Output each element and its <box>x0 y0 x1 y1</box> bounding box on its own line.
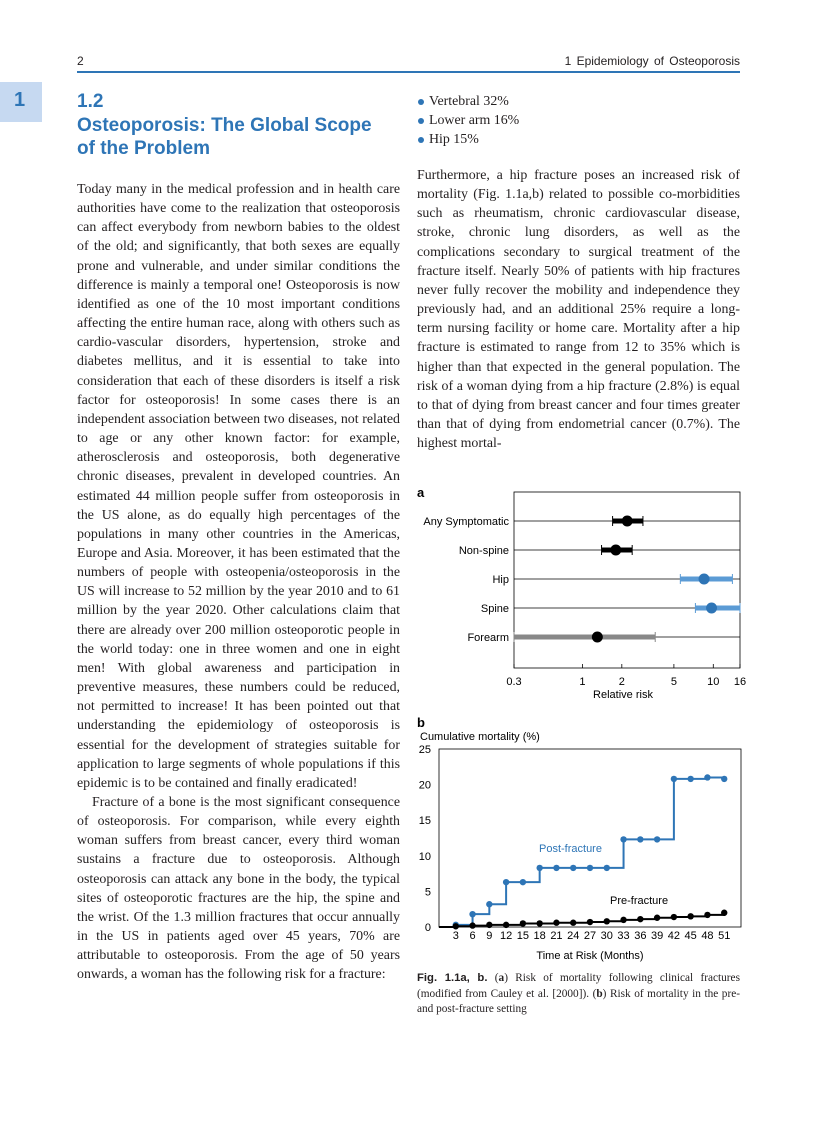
x-tick-label-a: 0.3 <box>506 676 522 688</box>
point-estimate <box>622 516 633 527</box>
data-point <box>469 922 475 928</box>
y-tick-label-b: 15 <box>418 815 431 828</box>
data-point <box>503 922 509 928</box>
ci-bar <box>514 635 655 640</box>
x-tick-label-b: 42 <box>667 930 681 942</box>
y-tick-label-b: 0 <box>424 922 431 934</box>
point-estimate <box>699 574 710 585</box>
data-point <box>587 919 593 925</box>
data-point <box>721 910 727 916</box>
data-point <box>654 836 660 842</box>
header-rule <box>77 71 740 73</box>
data-point <box>536 865 542 871</box>
caption-b-text: Risk of mortality in the pre- and post-fracture setting <box>417 987 740 1016</box>
series-label: Pre-fracture <box>610 895 669 907</box>
caption-a-label: a <box>498 972 505 984</box>
x-tick-label-b: 27 <box>583 930 597 942</box>
category-label: Any Symptomatic <box>423 516 509 528</box>
y-tick-label-b: 10 <box>418 850 431 863</box>
x-tick-label-b: 36 <box>634 930 647 942</box>
chapter-tab <box>0 82 42 122</box>
running-title: 1 Epidemiology of Osteoporosis <box>564 54 740 68</box>
data-point <box>503 879 509 885</box>
x-axis-label-a: Relative risk <box>593 689 653 701</box>
x-tick-label-a: 1 <box>579 676 586 688</box>
data-point <box>721 776 727 782</box>
section-number: 1.2 <box>77 91 104 112</box>
caption-label: Fig. 1.1a, b. <box>417 972 488 984</box>
right-column-paragraph: Furthermore, a hip fracture poses an increased risk of mortality (Fig. 1.1a,b) related to possible co-morbidities such as rheumatism, chronic cardiovascular disease, stroke, chronic lung disorders, as well as the complications secondary to surgical treatment of the fracture itself. Nearly 50% of patients with hip fractures never fully recover the mobility and independence they previously had, and an additional 25% require a long-term nursing facility or home care. Mortality after a hip fracture is estimated to range from 12 to 35% which is higher than that expected in the general population. The risk of a woman dying from a hip fracture (2.8%) is equal to that of dying from breast cancer and four times greater than that of dying from endometrial cancer (0.7%). The highest mortal- <box>417 168 740 452</box>
data-point <box>687 776 693 782</box>
x-tick-label-b: 24 <box>567 930 580 942</box>
point-estimate <box>706 603 717 614</box>
list-item: Lower arm 16% <box>417 111 519 130</box>
data-point <box>620 917 626 923</box>
data-point <box>654 915 660 921</box>
category-label: Forearm <box>467 632 509 644</box>
chapter-tab-number: 1 <box>14 89 26 111</box>
paragraph-2: Fracture of a bone is the most significant consequence of osteoporosis. For comparison, while every eighth woman suffers from breast cancer, every third woman sustains a fracture due to osteoporosis. Although osteoporosis can attack any bone in the body, the typical sites of osteoporotic fractures are the hip, the spine and the wrist. Of the 1.3 million fractures that occur annually in the US in patients aged over 45 years, 70% are attributable to osteoporosis. From the age of 50 years onwards, a woman has the following risk for a fracture: <box>77 795 400 983</box>
x-tick-label-b: 30 <box>600 930 613 942</box>
ci-bar <box>695 606 740 611</box>
paragraph-1: Today many in the medical profession and in health care authorities have come to the realization that osteoporosis can affect everybody from newborn babies to the oldest of the old; and significantly, that both sexes are equally prone and vulnerable, and under similar conditions the difference is mainly a temporal one! Osteoporosis is now identified as one of the 10 most important conditions affecting the entire human race, along with others such as cardio-vascular disorders, hypertension, stroke and diabetes mellitus, and it is essential to take into consideration that each of these disorders is itself a risk factor for osteoporosis! In some cases there is an independent association between two diseases, not related to age or any other known factor: for example, atherosclerosis and osteoporosis, both degenerative chronic diseases, prevalent in developed countries. An estimated 44 million people suffer from osteoporosis in the US alone, as do equally high percentages of the populations in many other countries in the Americas, Europe and Asia. Moreover, it has been estimated that the numbers of people with osteopenia/osteoporosis in the US will increase to 52 million by the year 2010 and to 61 million by the year 2020. Other calculations claim that there are already over 200 million osteoporotic people in the world today: one in three women and one in eight men! With global awareness and participation in preventive measures, these numbers could be reduced, not permitted to increase! It has been pointed out that understanding the epidemiology of osteoporosis is essential for the development of strategies suitable for application to large segments of whole populations if this epidemic is to be contained and finally eradicated! <box>77 182 400 791</box>
category-label: Non-spine <box>458 545 509 557</box>
panel-label-b: b <box>417 715 425 730</box>
category-label: Hip <box>492 574 509 586</box>
left-column-text <box>77 180 400 985</box>
data-point <box>486 901 492 907</box>
y-tick-label-b: 25 <box>418 744 431 756</box>
data-point <box>704 912 710 918</box>
data-point <box>637 916 643 922</box>
data-point <box>520 879 526 885</box>
data-point <box>486 922 492 928</box>
y-tick-label-b: 5 <box>424 886 431 899</box>
point-estimate <box>610 545 621 556</box>
x-tick-label-a: 16 <box>733 676 747 688</box>
data-point <box>453 923 459 929</box>
x-tick-label-b: 6 <box>469 930 476 942</box>
figure-panel-a <box>410 482 750 702</box>
fracture-risk-list <box>417 92 519 150</box>
x-tick-label-b: 33 <box>617 930 630 942</box>
list-item: Hip 15% <box>417 130 519 149</box>
x-tick-label-b: 12 <box>499 930 513 942</box>
x-tick-label-b: 9 <box>486 930 493 942</box>
data-point <box>671 914 677 920</box>
x-tick-label-b: 51 <box>718 930 731 942</box>
figure-panel-b <box>410 712 750 967</box>
section-title-line-1: Osteoporosis: The Global Scope <box>77 115 372 136</box>
data-point <box>570 920 576 926</box>
x-tick-label-b: 3 <box>452 930 459 942</box>
caption-a-text: Risk of mortality following clinical fractures (modified from Cauley et al. [2000]). <box>417 972 740 1000</box>
x-tick-label-b: 18 <box>533 930 546 942</box>
data-point <box>553 920 559 926</box>
x-tick-label-a: 2 <box>618 676 625 688</box>
x-tick-label-b: 45 <box>684 930 697 942</box>
x-axis-label-b: Time at Risk (Months) <box>536 950 644 962</box>
data-point <box>520 920 526 926</box>
data-point <box>536 920 542 926</box>
section-title-line-2: of the Problem <box>77 138 211 159</box>
x-tick-label-a: 10 <box>707 676 720 688</box>
list-item: Vertebral 32% <box>417 92 519 111</box>
series-label: Post-fracture <box>539 843 602 855</box>
x-tick-label-a: 5 <box>670 676 677 688</box>
data-point <box>604 865 610 871</box>
data-point <box>671 776 677 782</box>
category-label: Spine <box>480 603 509 615</box>
data-point <box>687 913 693 919</box>
data-point <box>570 865 576 871</box>
x-tick-label-b: 15 <box>516 930 530 942</box>
data-point <box>637 836 643 842</box>
data-point <box>620 836 626 842</box>
panel-label-a: a <box>417 485 425 500</box>
plot-frame-b <box>439 749 741 927</box>
x-tick-label-b: 21 <box>550 930 563 942</box>
x-tick-label-b: 48 <box>701 930 714 942</box>
y-axis-label-b: Cumulative mortality (%) <box>420 731 540 743</box>
y-tick-label-b: 20 <box>418 779 431 792</box>
figure-caption: Fig. 1.1a, b. (a) Risk of mortality following clinical fractures (modified from Cauley et al. [2000]). (b) Risk of mortality in the pre- and post-fracture setting <box>417 972 740 1016</box>
page-number: 2 <box>77 54 84 68</box>
data-point <box>604 918 610 924</box>
point-estimate <box>592 632 603 643</box>
data-point <box>704 774 710 780</box>
data-point <box>587 865 593 871</box>
caption-b-label: b <box>596 987 603 1000</box>
x-tick-label-b: 39 <box>650 930 664 942</box>
data-point <box>469 911 475 917</box>
data-point <box>553 865 559 871</box>
